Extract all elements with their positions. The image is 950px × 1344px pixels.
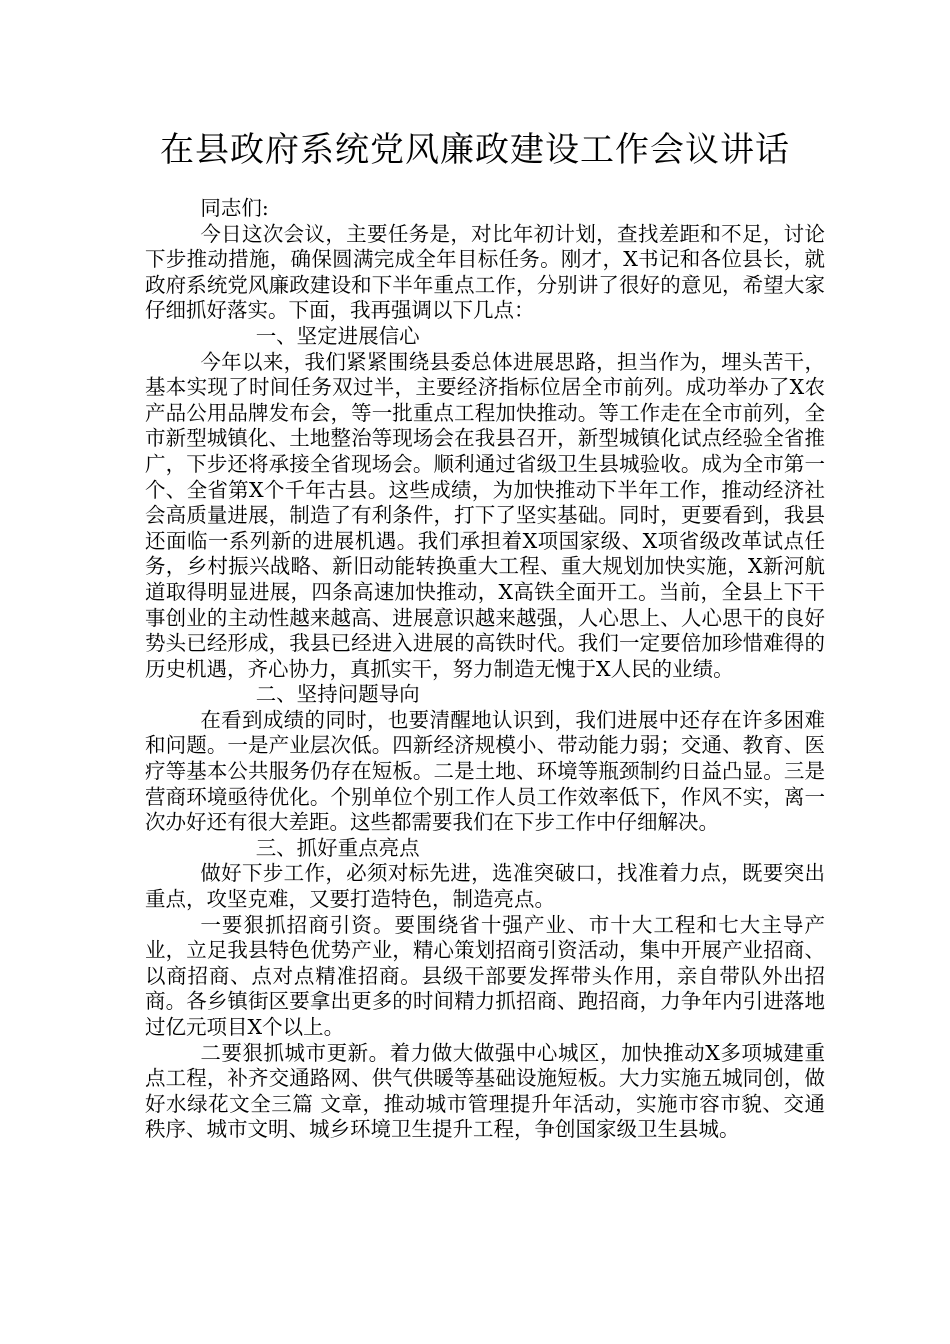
paragraph: 做好下步工作，必须对标先进，选准突破口，找准着力点，既要突出重点，攻坚克难，又要打造特色，制造亮点。: [145, 861, 825, 912]
paragraph: 今年以来，我们紧紧围绕县委总体进展思路，担当作为，埋头苦干，基本实现了时间任务双过半，主要经济指标位居全市前列。成功举办了X农产品公用品牌发布会，等一批重点工程加快推动。等工作走在全市前列，全市新型城镇化、土地整治等现场会在我县召开，新型城镇化试点经验全省推广，下步还将承接全省现场会。顺利通过省级卫生县城验收。成为全市第一个、全省第X个千年古县。这些成绩，为加快推动下半年工作，推动经济社会高质量进展，制造了有利条件，打下了坚实基础。同时，更要看到，我县还面临一系列新的进展机遇。我们承担着X项国家级、X项省级改革试点任务，乡村振兴战略、新旧动能转换重大工程、重大规划加快实施，X新河航道取得明显进展，四条高速加快推动，X高铁全面开工。当前，全县上下干事创业的主动性越来越高、进展意识越来越强，人心思上、人心思干的良好势头已经形成，我县已经进入进展的高铁时代。我们一定要倍加珍惜难得的历史机遇，齐心协力，真抓实干，努力制造无愧于X人民的业绩。: [145, 349, 825, 681]
document-body: [145, 196, 825, 1143]
paragraph: 一要狠抓招商引资。要围绕省十强产业、市十大工程和七大主导产业，立足我县特色优势产业，精心策划招商引资活动，集中开展产业招商、以商招商、点对点精准招商。县级干部要发挥带头作用，亲自带队外出招商。各乡镇街区要拿出更多的时间精力抓招商、跑招商，力争年内引进落地过亿元项目X个以上。: [145, 912, 825, 1039]
section-heading: 三、抓好重点亮点: [255, 835, 420, 860]
paragraph: 二要狠抓城市更新。着力做大做强中心城区，加快推动X多项城建重点工程，补齐交通路网、供气供暖等基础设施短板。大力实施五城同创，做好水绿花文全三篇 文章，推动城市管理提升年活动，实施市容市貌、交通秩序、城市文明、城乡环境卫生提升工程，争创国家级卫生县城。: [145, 1040, 825, 1142]
salutation: 同志们:: [200, 196, 269, 220]
document-title: 在县政府系统党风廉政建设工作会议讲话: [160, 130, 790, 170]
paragraph: 在看到成绩的同时，也要清醒地认识到，我们进展中还存在许多困难和问题。一是产业层次低。四新经济规模小、带动能力弱；交通、教育、医疗等基本公共服务仍存在短板。二是土地、环境等瓶颈制约日益凸显。三是营商环境亟待优化。个别单位个别工作人员工作效率低下，作风不实，离一次办好还有很大差距。这些都需要我们在下步工作中仔细解决。: [145, 707, 825, 835]
section-heading: 二、坚持问题导向: [255, 682, 420, 707]
paragraph: 今日这次会议，主要任务是，对比年初计划，查找差距和不足，讨论下步推动措施，确保圆满完成全年目标任务。刚才，X书记和各位县长，就政府系统党风廉政建设和下半年重点工作，分别讲了很好的意见，希望大家仔细抓好落实。下面，我再强调以下几点：: [145, 221, 825, 323]
section-heading: 一、坚定进展信心: [255, 323, 420, 348]
